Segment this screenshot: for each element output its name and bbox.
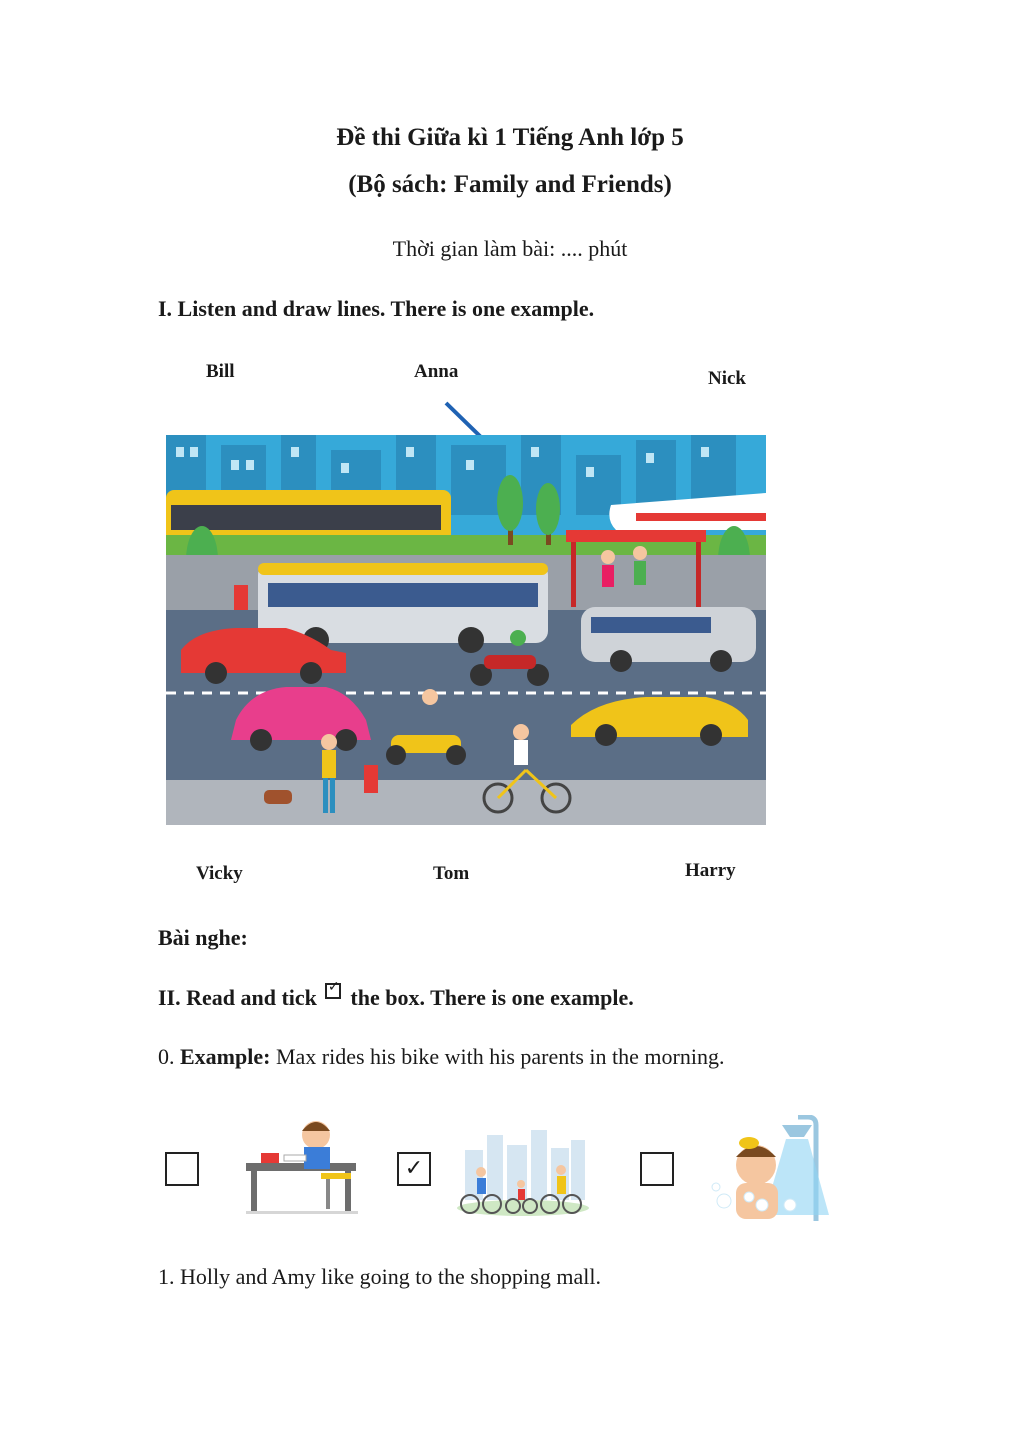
example-checkbox-1[interactable] — [165, 1152, 199, 1186]
name-nick: Nick — [708, 368, 746, 389]
boy-showering-image — [704, 1115, 832, 1223]
example-number: 0. — [158, 1044, 175, 1069]
van — [581, 607, 756, 662]
person-with-dog — [321, 734, 337, 750]
section1-heading: I. Listen and draw lines. There is one example. — [158, 296, 595, 321]
section2-heading-part2: the box. There is one example. — [350, 985, 634, 1010]
street-scene-illustration — [166, 435, 766, 825]
checkbox-tick: ✓ — [404, 1156, 424, 1181]
section2-heading-part1: II. Read and tick — [158, 985, 317, 1010]
person-at-stop — [633, 546, 647, 560]
cyclist — [513, 724, 529, 740]
name-harry: Harry — [685, 860, 736, 881]
example-label: Example: — [180, 1044, 271, 1069]
page-subtitle: (Bộ sách: Family and Friends) — [348, 171, 672, 198]
question-1: 1. Holly and Amy like going to the shopping mall. — [158, 1264, 602, 1289]
name-bill: Bill — [206, 361, 235, 382]
sidewalk-bottom — [166, 780, 766, 825]
tick-box-icon — [325, 979, 341, 999]
example-text: Max rides his bike with his parents in the morning. — [275, 1044, 725, 1069]
name-vicky: Vicky — [196, 863, 243, 884]
listening-label: Bài nghe: — [158, 925, 248, 950]
tick-mark: ✓ — [327, 979, 340, 995]
dog — [264, 790, 292, 804]
example-checkbox-2[interactable] — [397, 1152, 431, 1186]
name-anna: Anna — [414, 361, 459, 382]
page-title: Đề thi Giữa kì 1 Tiếng Anh lớp 5 — [336, 124, 684, 151]
example-sentence — [158, 1044, 724, 1070]
name-tom: Tom — [433, 863, 470, 884]
time-limit: Thời gian làm bài: .... phút — [392, 236, 628, 261]
person-anna — [601, 550, 615, 564]
example-checkbox-3[interactable] — [640, 1152, 674, 1186]
fire-hydrant — [234, 585, 248, 610]
section2-heading — [158, 979, 634, 1011]
boy-studying-image — [246, 1115, 358, 1215]
bus-stop-roof — [566, 530, 706, 542]
family-cycling-image — [455, 1130, 591, 1218]
